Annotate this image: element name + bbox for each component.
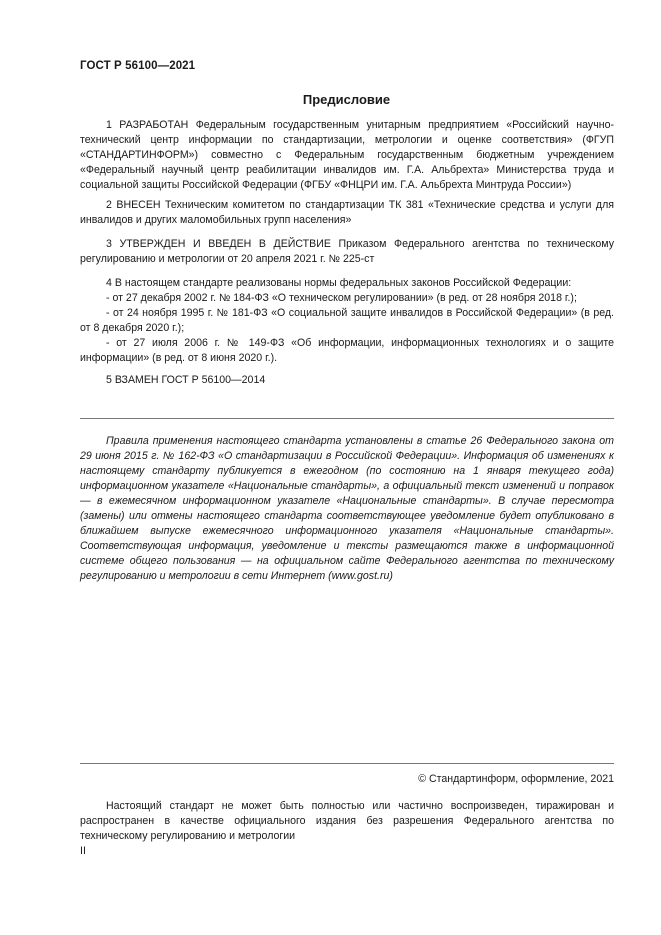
section-3-text: 3 УТВЕРЖДЕН И ВВЕДЕН В ДЕЙСТВИЕ Приказом Федерального агентства по техническому регулированию и метрологии от 20 апреля 2021 г. № 225-ст: [80, 238, 614, 265]
section-4-intro: 4 В настоящем стандарте реализованы нормы федеральных законов Российской Федерации:: [106, 277, 572, 289]
page-number: II: [80, 845, 86, 857]
page-title: Предисловие: [302, 92, 391, 107]
section-2-text: 2 ВНЕСЕН Техническим комитетом по стандартизации ТК 381 «Технические средства и услуги для инвалидов и других маломобильных групп населения»: [80, 199, 614, 226]
section-2: [80, 198, 614, 228]
section-5-text: 5 ВЗАМЕН ГОСТ Р 56100—2014: [106, 374, 266, 386]
copyright-line: © Стандартинформ, оформление, 2021: [418, 773, 614, 785]
section-4-item: - от 27 июля 2006 г. № 149-ФЗ «Об информации, информационных технологиях и о защите информации» (в ред. от 8 июня 2020 г.).: [80, 337, 614, 364]
standard-notice-text: Правила применения настоящего стандарта установлены в статье 26 Федерального закона от 29 июня 2015 г. № 162-ФЗ «О стандартизации в Российской Федерации». Информация об изменениях к настоящему стандарту публикуется в ежегодном (по состоянию на 1 января текущего года) информационном указателе «Национальные стандарты», а официальный текст изменений и поправок — в ежемесячном информационном указателе «Национальные стандарты». В случае пересмотра (замены) или отмены настоящего стандарта соответствующее уведомление будет опубликовано в ближайшем выпуске ежемесячного информационного указателя «Национальные стандарты». Соответствующая информация, уведомление и тексты размещаются также в информационной системе общего пользования — на официальном сайте Федерального агентства по техническому регулированию и метрологии в сети Интернет (www.gost.ru): [80, 435, 614, 582]
section-1: [80, 118, 614, 193]
reproduction-notice-text: Настоящий стандарт не может быть полностью или частично воспроизведен, тиражирован и распространен в качестве официального издания без разрешения Федерального агентства по техническому регулированию и метрологии: [80, 800, 614, 842]
reproduction-notice: [80, 799, 614, 844]
standard-notice: [80, 434, 614, 584]
section-5: [80, 373, 614, 388]
section-4-item: - от 27 декабря 2002 г. № 184-ФЗ «О техническом регулировании» (в ред. от 28 ноября 2018 г.);: [106, 292, 577, 304]
document-header: ГОСТ Р 56100—2021: [80, 60, 196, 72]
section-3: [80, 237, 614, 267]
section-4-item: - от 24 ноября 1995 г. № 181-ФЗ «О социальной защите инвалидов в Российской Федерации» (в ред. от 8 декабря 2020 г.);: [80, 307, 614, 334]
section-4: [80, 276, 614, 366]
divider: [80, 418, 614, 419]
divider: [80, 763, 614, 764]
section-1-text: 1 РАЗРАБОТАН Федеральным государственным унитарным предприятием «Российский научно-технический центр информации по стандартизации, метрологии и оценке соответствия» (ФГУП «СТАНДАРТИНФОРМ») совместно с Федеральным государственным бюджетным учреждением «Федеральный научный центр реабилитации инвалидов им. Г.А. Альбрехта» Министерства труда и социальной защиты Российской Федерации (ФГБУ «ФНЦРИ им. Г.А. Альбрехта Минтруда России»): [80, 119, 614, 191]
